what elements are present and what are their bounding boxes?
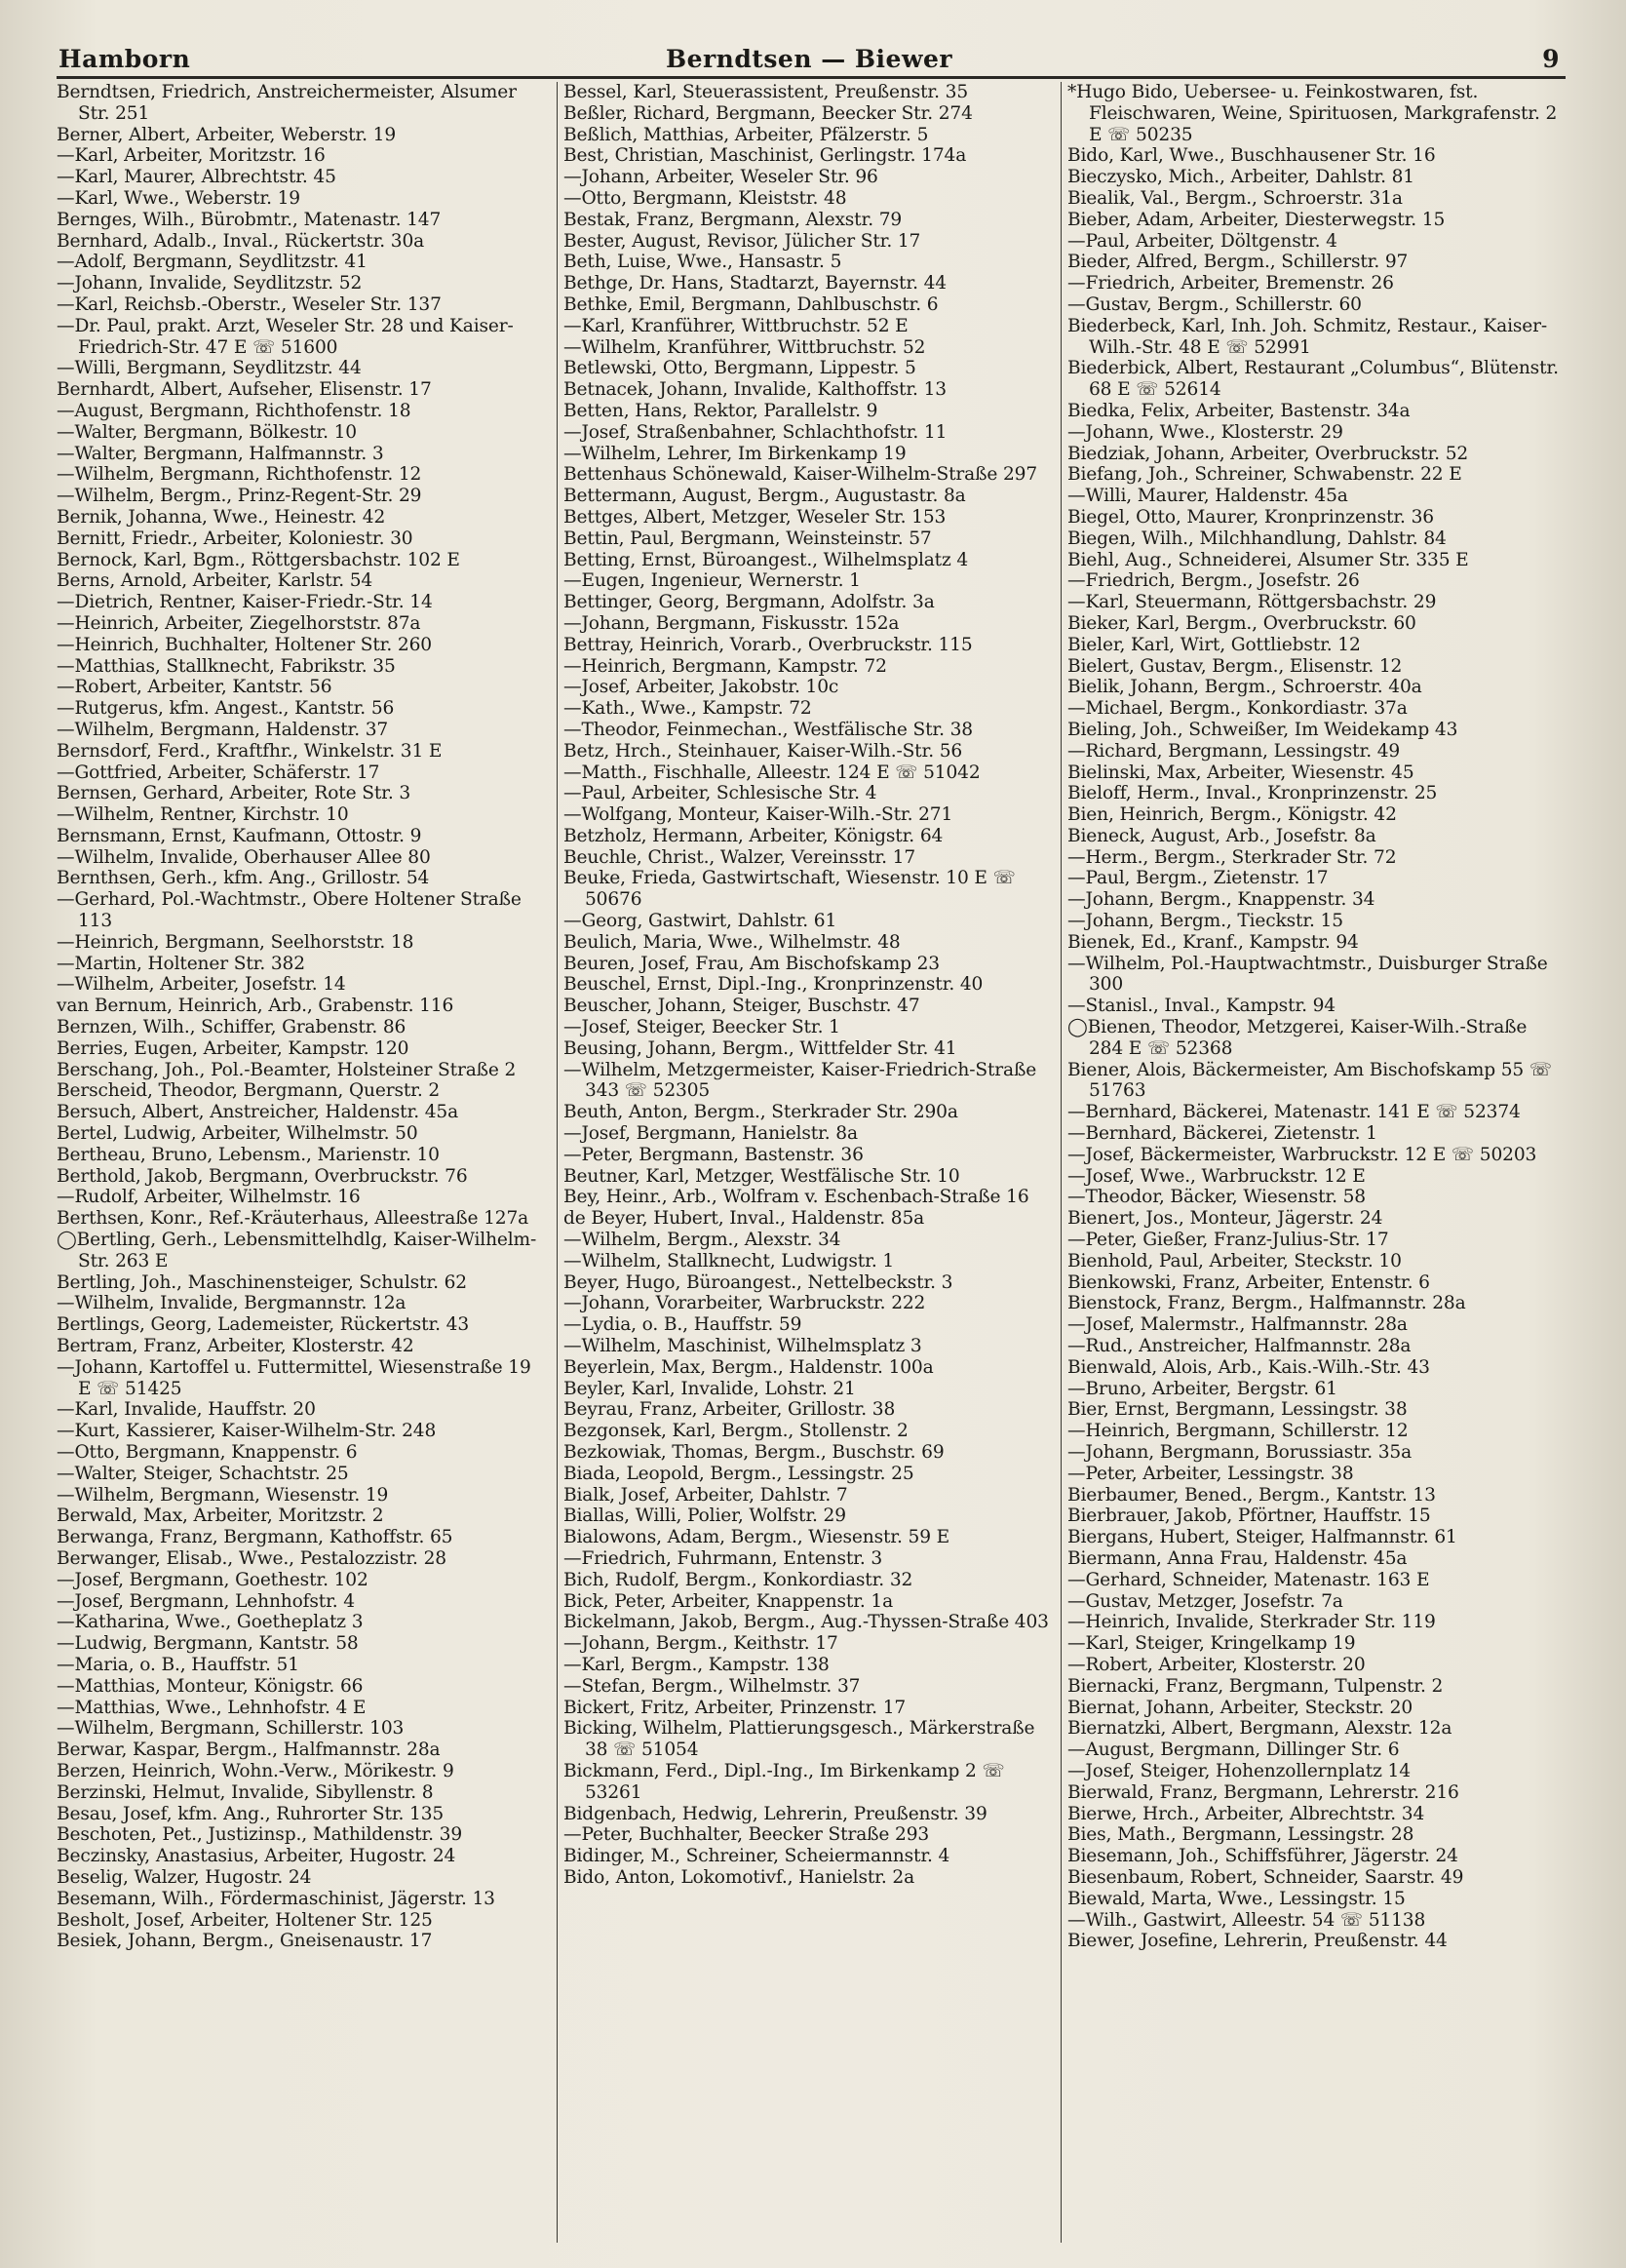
directory-entry: —Karl, Bergm., Kampstr. 138 [563, 1654, 830, 1675]
directory-entry: —Peter, Gießer, Franz-Julius-Str. 17 [1067, 1230, 1389, 1251]
column-3 [1067, 82, 1567, 2247]
directory-entry: Beyrau, Franz, Arbeiter, Grillostr. 38 [563, 1399, 896, 1421]
directory-entry: Bialowons, Adam, Bergm., Wiesenstr. 59 E [563, 1527, 950, 1548]
directory-entry: —Dr. Paul, prakt. Arzt, Weseler Str. 28 und Kaiser-Friedrich-Str. 47 E ☏ 51600 [57, 315, 514, 358]
directory-entry: —Wilhelm, Bergmann, Richthofenstr. 12 [57, 464, 422, 486]
directory-entry: Bido, Anton, Lokomotivf., Hanielstr. 2a [563, 1866, 915, 1888]
directory-entry: Bies, Math., Bergmann, Lessingstr. 28 [1067, 1824, 1414, 1846]
directory-entry: Bier, Ernst, Bergmann, Lessingstr. 38 [1067, 1399, 1408, 1421]
directory-entry: Besholt, Josef, Arbeiter, Holtener Str. 125 [57, 1909, 433, 1931]
directory-entry: —Willi, Maurer, Haldenstr. 45a [1067, 486, 1348, 507]
directory-entry: —Wilhelm, Bergmann, Schillerstr. 103 [57, 1718, 405, 1740]
directory-entry: Biefang, Joh., Schreiner, Schwabenstr. 22 E [1067, 464, 1462, 486]
directory-entry: Beusing, Johann, Bergm., Wittfelder Str. 41 [563, 1037, 957, 1059]
directory-entry: Bettinger, Georg, Bergmann, Adolfstr. 3a [563, 592, 935, 613]
directory-entry: —Adolf, Bergmann, Seydlitzstr. 41 [57, 252, 368, 273]
directory-entry: Bieloff, Herm., Inval., Kronprinzenstr. 25 [1067, 783, 1438, 804]
directory-entry: —Rudolf, Arbeiter, Wilhelmstr. 16 [57, 1187, 361, 1208]
directory-entry: —Stanisl., Inval., Kampstr. 94 [1067, 996, 1336, 1017]
directory-entry: Betlewski, Otto, Bergmann, Lippestr. 5 [563, 358, 916, 379]
directory-entry: Bielinski, Max, Arbeiter, Wiesenstr. 45 [1067, 762, 1414, 783]
directory-entry: Beuschel, Ernst, Dipl.-Ing., Kronprinzenstr. 40 [563, 974, 984, 996]
directory-entry: Bienstock, Franz, Bergm., Halfmannstr. 28a [1067, 1293, 1466, 1314]
directory-entry: Bieling, Joh., Schweißer, Im Weidekamp 43 [1067, 719, 1458, 740]
header-city: Hamborn [58, 45, 191, 73]
directory-entry: —Friedrich, Fuhrmann, Entenstr. 3 [563, 1547, 883, 1569]
directory-entry: Besemann, Wilh., Fördermaschinist, Jägerstr. 13 [57, 1888, 495, 1909]
directory-entry: Biermann, Anna Frau, Haldenstr. 45a [1067, 1547, 1408, 1569]
directory-entry: —Wilhelm, Invalide, Bergmannstr. 12a [57, 1293, 406, 1314]
directory-entry: Bettermann, August, Bergm., Augustastr. 8a [563, 486, 966, 507]
directory-entry: Biernat, Johann, Arbeiter, Steckstr. 20 [1067, 1697, 1413, 1718]
column-1 [57, 82, 548, 2247]
directory-entry: Bieczysko, Mich., Arbeiter, Dahlstr. 81 [1067, 167, 1414, 188]
directory-entry: —Bernhard, Bäckerei, Zietenstr. 1 [1067, 1123, 1377, 1145]
directory-entry: Berzen, Heinrich, Wohn.-Verw., Mörikestr. 9 [57, 1760, 454, 1781]
header-range: Berndtsen — Biewer [665, 45, 953, 73]
directory-entry: Biewald, Marta, Wwe., Lessingstr. 15 [1067, 1888, 1406, 1909]
directory-entry: —Wilhelm, Bergm., Alexstr. 34 [563, 1230, 841, 1251]
directory-entry: —Otto, Bergmann, Kleiststr. 48 [563, 187, 847, 209]
directory-entry: —Paul, Arbeiter, Döltgenstr. 4 [1067, 230, 1337, 252]
directory-entry: —August, Bergmann, Dillinger Str. 6 [1067, 1740, 1400, 1761]
directory-entry: —Kath., Wwe., Kampstr. 72 [563, 698, 812, 720]
directory-entry: Bernthsen, Gerh., kfm. Ang., Grillostr. 54 [57, 868, 430, 889]
directory-entry: Bidgenbach, Hedwig, Lehrerin, Preußenstr. 39 [563, 1803, 987, 1824]
directory-entry: Beuscher, Johann, Steiger, Buschstr. 47 [563, 996, 920, 1017]
header-rule [57, 76, 1566, 79]
page-number: 9 [1542, 45, 1560, 73]
directory-entry: Bickert, Fritz, Arbeiter, Prinzenstr. 17 [563, 1697, 907, 1718]
directory-entry: Biedka, Felix, Arbeiter, Bastenstr. 34a [1067, 400, 1411, 421]
directory-entry: Bernock, Karl, Bgm., Röttgersbachstr. 102 E [57, 549, 460, 570]
directory-entry: Betten, Hans, Rektor, Parallelstr. 9 [563, 400, 878, 421]
directory-entry: —Wilhelm, Bergmann, Haldenstr. 37 [57, 719, 389, 740]
directory-entry: —Matthias, Stallknecht, Fabrikstr. 35 [57, 655, 396, 677]
directory-entry: —Gottfried, Arbeiter, Schäferstr. 17 [57, 762, 380, 783]
directory-entry: Berner, Albert, Arbeiter, Weberstr. 19 [57, 124, 397, 145]
directory-entry: —Josef, Steiger, Hohenzollernplatz 14 [1067, 1760, 1411, 1781]
directory-entry: Beselig, Walzer, Hugostr. 24 [57, 1866, 312, 1888]
directory-entry: Beuth, Anton, Bergm., Sterkrader Str. 290a [563, 1102, 958, 1123]
directory-entry: —Paul, Arbeiter, Schlesische Str. 4 [563, 783, 877, 804]
directory-entry: —Stefan, Bergm., Wilhelmstr. 37 [563, 1675, 861, 1697]
directory-entry: Bielert, Gustav, Bergm., Elisenstr. 12 [1067, 655, 1403, 677]
directory-entry: —Gerhard, Pol.-Wachtmstr., Obere Holtener Straße 113 [57, 889, 522, 932]
directory-entry: Bernik, Johanna, Wwe., Heinestr. 42 [57, 506, 386, 528]
directory-entry: —Wilhelm, Metzgermeister, Kaiser-Friedrich-Straße 343 ☏ 52305 [563, 1059, 1037, 1102]
directory-entry: —Walter, Steiger, Schachtstr. 25 [57, 1463, 349, 1484]
directory-entry: Bienek, Ed., Kranf., Kampstr. 94 [1067, 931, 1359, 953]
directory-entry: Berthsen, Konr., Ref.-Kräuterhaus, Alleestraße 127a [57, 1208, 529, 1230]
column-divider [557, 82, 558, 2243]
directory-entry: —Heinrich, Arbeiter, Ziegelhorststr. 87a [57, 612, 421, 634]
directory-entry: Bertel, Ludwig, Arbeiter, Wilhelmstr. 50 [57, 1123, 418, 1145]
directory-entry: —Heinrich, Invalide, Sterkrader Str. 119 [1067, 1612, 1436, 1633]
directory-entry: Berns, Arnold, Arbeiter, Karlstr. 54 [57, 570, 373, 592]
directory-entry: Biederbick, Albert, Restaurant „Columbus“, Blütenstr. 68 E ☏ 52614 [1067, 358, 1559, 401]
directory-entry: Bicking, Wilhelm, Plattierungsgesch., Märkerstraße 38 ☏ 51054 [563, 1718, 1035, 1761]
directory-entry: Bieder, Alfred, Bergm., Schillerstr. 97 [1067, 252, 1409, 273]
directory-entry: —Josef, Straßenbahner, Schlachthofstr. 11 [563, 421, 948, 443]
directory-entry: —Robert, Arbeiter, Klosterstr. 20 [1067, 1654, 1366, 1675]
directory-entry: Bieneck, August, Arb., Josefstr. 8a [1067, 825, 1376, 846]
directory-entry: —Wilhelm, Stallknecht, Ludwigstr. 1 [563, 1250, 895, 1271]
directory-entry: Biernacki, Franz, Bergmann, Tulpenstr. 2 [1067, 1675, 1444, 1697]
directory-entry: —Wilhelm, Bergm., Prinz-Regent-Str. 29 [57, 486, 422, 507]
directory-entry: Bester, August, Revisor, Jülicher Str. 17 [563, 230, 921, 252]
directory-entry: —Karl, Kranführer, Wittbruchstr. 52 E [563, 315, 909, 336]
directory-entry: —Wilhelm, Maschinist, Wilhelmsplatz 3 [563, 1336, 922, 1357]
directory-entry: Bialk, Josef, Arbeiter, Dahlstr. 7 [563, 1484, 848, 1505]
directory-entry: Bersuch, Albert, Anstreicher, Haldenstr. 45a [57, 1102, 459, 1123]
directory-entry: —Heinrich, Bergmann, Kampstr. 72 [563, 655, 887, 677]
directory-entry: Beulich, Maria, Wwe., Wilhelmstr. 48 [563, 931, 901, 953]
directory-entry: Berndtsen, Friedrich, Anstreichermeister, Alsumer Str. 251 [57, 82, 517, 124]
column-2 [563, 82, 1055, 2247]
directory-entry: Beuke, Frieda, Gastwirtschaft, Wiesenstr. 10 E ☏ 50676 [563, 868, 1016, 911]
directory-entry: Beuren, Josef, Frau, Am Bischofskamp 23 [563, 953, 940, 974]
directory-entry: Bidinger, M., Schreiner, Scheiermannstr. 4 [563, 1846, 950, 1867]
directory-entry: Bernsdorf, Ferd., Kraftfhr., Winkelstr. 31 E [57, 740, 443, 762]
directory-entry: Bernges, Wilh., Bürobmtr., Matenastr. 147 [57, 209, 442, 230]
directory-entry: Bielik, Johann, Bergm., Schroerstr. 40a [1067, 677, 1422, 698]
directory-entry: —Karl, Reichsb.-Oberstr., Weseler Str. 137 [57, 293, 442, 315]
directory-entry: Berwanger, Elisab., Wwe., Pestalozzistr. 28 [57, 1547, 446, 1569]
directory-entry: —Theodor, Feinmechan., Westfälische Str. 38 [563, 719, 973, 740]
directory-entry: Betting, Ernst, Büroangest., Wilhelmsplatz 4 [563, 549, 969, 570]
directory-entry: —Karl, Steiger, Kringelkamp 19 [1067, 1633, 1356, 1655]
directory-entry: —Josef, Bergmann, Goethestr. 102 [57, 1569, 368, 1590]
directory-entry: Biealik, Val., Bergm., Schroerstr. 31a [1067, 187, 1403, 209]
directory-entry: —Herm., Bergm., Sterkrader Str. 72 [1067, 846, 1397, 868]
directory-entry: —Wilhelm, Rentner, Kirchstr. 10 [57, 804, 349, 826]
directory-entry: Biegel, Otto, Maurer, Kronprinzenstr. 36 [1067, 506, 1434, 528]
directory-entry: Bernsmann, Ernst, Kaufmann, Ottostr. 9 [57, 825, 422, 846]
directory-entry: Biesemann, Joh., Schiffsführer, Jägerstr. 24 [1067, 1846, 1458, 1867]
directory-entry: Bernsen, Gerhard, Arbeiter, Rote Str. 3 [57, 783, 411, 804]
directory-entry: —Peter, Arbeiter, Lessingstr. 38 [1067, 1463, 1354, 1484]
directory-entry: —Johann, Bergm., Keithstr. 17 [563, 1633, 838, 1655]
directory-entry: —Gustav, Bergm., Schillerstr. 60 [1067, 293, 1362, 315]
directory-entry: Biehl, Aug., Schneiderei, Alsumer Str. 335 E [1067, 549, 1469, 570]
directory-entry: Biada, Leopold, Bergm., Lessingstr. 25 [563, 1463, 914, 1484]
directory-entry: Biernatzki, Albert, Bergmann, Alexstr. 12a [1067, 1718, 1452, 1740]
directory-entry: Bieker, Karl, Bergm., Overbruckstr. 60 [1067, 612, 1416, 634]
directory-entry: Bernitt, Friedr., Arbeiter, Koloniestr. 30 [57, 528, 413, 549]
directory-entry: —Lydia, o. B., Hauffstr. 59 [563, 1314, 802, 1336]
directory-entry: —Dietrich, Rentner, Kaiser-Friedr.-Str. 14 [57, 592, 433, 613]
directory-entry: Biedziak, Johann, Arbeiter, Overbruckstr. 52 [1067, 443, 1469, 464]
directory-entry: ◯Bienen, Theodor, Metzgerei, Kaiser-Wilh.-Straße 284 E ☏ 52368 [1067, 1017, 1528, 1059]
directory-entry: —Bernhard, Bäckerei, Matenastr. 141 E ☏ 52374 [1067, 1102, 1521, 1123]
directory-entry: Bickelmann, Jakob, Bergm., Aug.-Thyssen-Straße 403 [563, 1612, 1049, 1633]
directory-entry: Besau, Josef, kfm. Ang., Ruhrorter Str. 135 [57, 1803, 445, 1824]
directory-entry: *Hugo Bido, Uebersee- u. Feinkostwaren, fst. Fleischwaren, Weine, Spirituosen, Markgrafenstr. 2 E ☏ 50235 [1067, 82, 1558, 145]
directory-entry: Bettenhaus Schönewald, Kaiser-Wilhelm-Straße 297 [563, 464, 1037, 486]
directory-entry: —Peter, Bergmann, Bastenstr. 36 [563, 1144, 864, 1165]
directory-entry: Biener, Alois, Bäckermeister, Am Bischofskamp 55 ☏ 51763 [1067, 1059, 1552, 1102]
directory-entry: —Johann, Bergmann, Borussiastr. 35a [1067, 1442, 1413, 1463]
directory-entry: ◯Bertling, Gerh., Lebensmittelhdlg, Kaiser-Wilhelm-Str. 263 E [57, 1230, 537, 1271]
directory-entry: Bienkowski, Franz, Arbeiter, Entenstr. 6 [1067, 1271, 1430, 1293]
directory-entry: Beuchle, Christ., Walzer, Vereinsstr. 17 [563, 846, 915, 868]
directory-entry: Bessel, Karl, Steuerassistent, Preußenstr. 35 [563, 82, 969, 102]
directory-entry: Beczinsky, Anastasius, Arbeiter, Hugostr. 24 [57, 1846, 456, 1867]
directory-entry: —Karl, Arbeiter, Moritzstr. 16 [57, 145, 326, 167]
directory-entry: Bich, Rudolf, Bergm., Konkordiastr. 32 [563, 1569, 913, 1590]
directory-entry: Bienert, Jos., Monteur, Jägerstr. 24 [1067, 1208, 1383, 1230]
directory-entry: Bertling, Joh., Maschinensteiger, Schulstr. 62 [57, 1271, 467, 1293]
directory-entry: Biesenbaum, Robert, Schneider, Saarstr. 49 [1067, 1866, 1464, 1888]
directory-entry: Bezkowiak, Thomas, Bergm., Buschstr. 69 [563, 1442, 945, 1463]
directory-entry: Berwar, Kaspar, Bergm., Halfmannstr. 28a [57, 1740, 441, 1761]
directory-entry: Beyler, Karl, Invalide, Lohstr. 21 [563, 1378, 856, 1399]
directory-entry: Bienwald, Alois, Arb., Kais.-Wilh.-Str. 43 [1067, 1356, 1430, 1378]
directory-entry: —August, Bergmann, Richthofenstr. 18 [57, 400, 411, 421]
directory-entry: —Josef, Steiger, Beecker Str. 1 [563, 1017, 840, 1038]
directory-entry: Bey, Heinr., Arb., Wolfram v. Eschenbach-Straße 16 [563, 1187, 1029, 1208]
directory-entry: —Theodor, Bäcker, Wiesenstr. 58 [1067, 1187, 1366, 1208]
directory-entry: de Beyer, Hubert, Inval., Haldenstr. 85a [563, 1208, 925, 1230]
directory-entry: Beschoten, Pet., Justizinsp., Mathildenstr. 39 [57, 1824, 463, 1846]
directory-entry: —Wilhelm, Bergmann, Wiesenstr. 19 [57, 1484, 389, 1505]
directory-entry: Beyer, Hugo, Büroangest., Nettelbeckstr. 3 [563, 1271, 953, 1293]
directory-entry: —Johann, Kartoffel u. Futtermittel, Wiesenstraße 19 E ☏ 51425 [57, 1356, 531, 1399]
directory-entry: —Robert, Arbeiter, Kantstr. 56 [57, 677, 332, 698]
directory-entry: Beßlich, Matthias, Arbeiter, Pfälzerstr. 5 [563, 124, 929, 145]
column-divider [1061, 82, 1062, 2243]
directory-entry: Biergans, Hubert, Steiger, Halfmannstr. 61 [1067, 1527, 1457, 1548]
directory-entry: —Josef, Wwe., Warbruckstr. 12 E [1067, 1165, 1366, 1187]
directory-entry: Berwanga, Franz, Bergmann, Kathoffstr. 65 [57, 1527, 453, 1548]
directory-entry: —Wilhelm, Arbeiter, Josefstr. 14 [57, 974, 346, 996]
directory-entry: Bertheau, Bruno, Lebensm., Marienstr. 10 [57, 1144, 440, 1165]
directory-entry: —Heinrich, Bergmann, Seelhorststr. 18 [57, 931, 414, 953]
directory-entry: Beyerlein, Max, Bergm., Haldenstr. 100a [563, 1356, 934, 1378]
directory-entry: Betzholz, Hermann, Arbeiter, Königstr. 64 [563, 825, 944, 846]
directory-entry: —Rutgerus, kfm. Angest., Kantstr. 56 [57, 698, 395, 720]
directory-entry: —Katharina, Wwe., Goetheplatz 3 [57, 1612, 364, 1633]
directory-entry: —Johann, Vorarbeiter, Warbruckstr. 222 [563, 1293, 926, 1314]
directory-entry: —Josef, Bergmann, Lehnhofstr. 4 [57, 1590, 355, 1612]
directory-entry: Besiek, Johann, Bergm., Gneisenaustr. 17 [57, 1931, 433, 1952]
directory-entry: —Karl, Wwe., Weberstr. 19 [57, 187, 300, 209]
directory-entry: Bierwald, Franz, Bergmann, Lehrerstr. 216 [1067, 1781, 1459, 1803]
directory-entry: Bernzen, Wilh., Schiffer, Grabenstr. 86 [57, 1017, 406, 1038]
directory-entry: Bienhold, Paul, Arbeiter, Steckstr. 10 [1067, 1250, 1402, 1271]
directory-entry: Berthold, Jakob, Bergmann, Overbruckstr. 76 [57, 1165, 468, 1187]
directory-entry: —Gerhard, Schneider, Matenastr. 163 E [1067, 1569, 1430, 1590]
directory-entry: Biederbeck, Karl, Inh. Joh. Schmitz, Restaur., Kaiser-Wilh.-Str. 48 E ☏ 52991 [1067, 315, 1547, 358]
directory-entry: Bertlings, Georg, Lademeister, Rückertstr. 43 [57, 1314, 470, 1336]
directory-entry: Betnacek, Johann, Invalide, Kalthoffstr. 13 [563, 379, 947, 401]
directory-entry: —Willi, Bergmann, Seydlitzstr. 44 [57, 358, 362, 379]
directory-entry: Bierbrauer, Jakob, Pförtner, Hauffstr. 15 [1067, 1505, 1431, 1527]
directory-entry: —Bruno, Arbeiter, Bergstr. 61 [1067, 1378, 1337, 1399]
directory-entry: Bido, Karl, Wwe., Buschhausener Str. 16 [1067, 145, 1436, 167]
directory-entry: —Wilh., Gastwirt, Alleestr. 54 ☏ 51138 [1067, 1909, 1426, 1931]
directory-entry: —Richard, Bergmann, Lessingstr. 49 [1067, 740, 1401, 762]
directory-entry: —Heinrich, Buchhalter, Holtener Str. 260 [57, 634, 432, 655]
directory-entry: Best, Christian, Maschinist, Gerlingstr. 174a [563, 145, 967, 167]
directory-entry: —Wilhelm, Pol.-Hauptwachtmstr., Duisburger Straße 300 [1067, 953, 1548, 996]
directory-entry: Bickmann, Ferd., Dipl.-Ing., Im Birkenkamp 2 ☏ 53261 [563, 1760, 1005, 1803]
directory-entry: Berries, Eugen, Arbeiter, Kampstr. 120 [57, 1037, 409, 1059]
directory-entry: —Paul, Bergm., Zietenstr. 17 [1067, 868, 1329, 889]
directory-entry: Berscheid, Theodor, Bergmann, Querstr. 2 [57, 1080, 441, 1102]
directory-entry: —Karl, Steuermann, Röttgersbachstr. 29 [1067, 592, 1437, 613]
directory-entry: —Johann, Bergm., Knappenstr. 34 [1067, 889, 1375, 911]
directory-entry: Biegen, Wilh., Milchhandlung, Dahlstr. 84 [1067, 528, 1447, 549]
directory-entry: —Josef, Bergmann, Hanielstr. 8a [563, 1123, 858, 1145]
directory-entry: Beutner, Karl, Metzger, Westfälische Str. 10 [563, 1165, 960, 1187]
directory-entry: —Johann, Arbeiter, Weseler Str. 96 [563, 167, 878, 188]
directory-entry: —Friedrich, Bergm., Josefstr. 26 [1067, 570, 1360, 592]
directory-entry: —Wilhelm, Invalide, Oberhauser Allee 80 [57, 846, 431, 868]
directory-entry: Bernhard, Adalb., Inval., Rückertstr. 30a [57, 230, 425, 252]
directory-entry: —Johann, Wwe., Klosterstr. 29 [1067, 421, 1343, 443]
directory-entry: Bierwe, Hrch., Arbeiter, Albrechtstr. 34 [1067, 1803, 1425, 1824]
directory-entry: Bettin, Paul, Bergmann, Weinsteinstr. 57 [563, 528, 932, 549]
directory-entry: —Matthias, Monteur, Königstr. 66 [57, 1675, 364, 1697]
directory-entry: Bieber, Adam, Arbeiter, Diesterwegstr. 15 [1067, 209, 1446, 230]
directory-entry: —Wilhelm, Lehrer, Im Birkenkamp 19 [563, 443, 907, 464]
directory-entry: —Wilhelm, Kranführer, Wittbruchstr. 52 [563, 336, 926, 358]
directory-entry: Bethge, Dr. Hans, Stadtarzt, Bayernstr. 44 [563, 273, 947, 294]
directory-entry: van Bernum, Heinrich, Arb., Grabenstr. 116 [57, 996, 454, 1017]
directory-entry: Bien, Heinrich, Bergm., Königstr. 42 [1067, 804, 1397, 826]
directory-entry: —Johann, Bergm., Tieckstr. 15 [1067, 911, 1343, 932]
directory-entry: —Otto, Bergmann, Knappenstr. 6 [57, 1442, 358, 1463]
directory-entry: Beth, Luise, Wwe., Hansastr. 5 [563, 252, 842, 273]
directory-entry: Bick, Peter, Arbeiter, Knappenstr. 1a [563, 1590, 894, 1612]
directory-entry: —Eugen, Ingenieur, Wernerstr. 1 [563, 570, 861, 592]
directory-entry: —Maria, o. B., Hauffstr. 51 [57, 1654, 299, 1675]
directory-entry: Bieler, Karl, Wirt, Gottliebstr. 12 [1067, 634, 1361, 655]
directory-entry: Bethke, Emil, Bergmann, Dahlbuschstr. 6 [563, 293, 939, 315]
page-header [58, 41, 1560, 80]
directory-entry: Biallas, Willi, Polier, Wolfstr. 29 [563, 1505, 846, 1527]
directory-entry: Biewer, Josefine, Lehrerin, Preußenstr. 44 [1067, 1931, 1448, 1952]
directory-entry: —Rud., Anstreicher, Halfmannstr. 28a [1067, 1336, 1412, 1357]
directory-entry: —Michael, Bergm., Konkordiastr. 37a [1067, 698, 1408, 720]
directory-entry: —Matth., Fischhalle, Alleestr. 124 E ☏ 51042 [563, 762, 981, 783]
directory-entry: —Heinrich, Bergmann, Schillerstr. 12 [1067, 1421, 1409, 1442]
directory-entry: —Josef, Malermstr., Halfmannstr. 28a [1067, 1314, 1408, 1336]
directory-entry: Bestak, Franz, Bergmann, Alexstr. 79 [563, 209, 903, 230]
directory-entry: Bierbaumer, Bened., Bergm., Kantstr. 13 [1067, 1484, 1436, 1505]
directory-entry: Berschang, Joh., Pol.-Beamter, Holsteiner Straße 2 [57, 1059, 517, 1080]
directory-entry: Betz, Hrch., Steinhauer, Kaiser-Wilh.-Str. 56 [563, 740, 963, 762]
directory-entry: —Karl, Invalide, Hauffstr. 20 [57, 1399, 316, 1421]
directory-entry: —Friedrich, Arbeiter, Bremenstr. 26 [1067, 273, 1394, 294]
directory-entry: Bezgonsek, Karl, Bergm., Stollenstr. 2 [563, 1421, 909, 1442]
directory-entry: —Martin, Holtener Str. 382 [57, 953, 305, 974]
directory-entry: —Walter, Bergmann, Bölkestr. 10 [57, 421, 357, 443]
directory-entry: —Walter, Bergmann, Halfmannstr. 3 [57, 443, 384, 464]
directory-entry: —Wolfgang, Monteur, Kaiser-Wilh.-Str. 271 [563, 804, 953, 826]
directory-entry: —Matthias, Wwe., Lehnhofstr. 4 E [57, 1697, 367, 1718]
directory-entry: —Georg, Gastwirt, Dahlstr. 61 [563, 911, 837, 932]
directory-entry: Beßler, Richard, Bergmann, Beecker Str. 274 [563, 102, 973, 124]
directory-entry: Bettges, Albert, Metzger, Weseler Str. 153 [563, 506, 947, 528]
directory-entry: Bernhardt, Albert, Aufseher, Elisenstr. 17 [57, 379, 432, 401]
directory-entry: —Karl, Maurer, Albrechtstr. 45 [57, 167, 336, 188]
directory-entry: —Josef, Arbeiter, Jakobstr. 10c [563, 677, 839, 698]
directory-entry: Berzinski, Helmut, Invalide, Sibyllenstr. 8 [57, 1781, 434, 1803]
directory-entry: Bertram, Franz, Arbeiter, Klosterstr. 42 [57, 1336, 414, 1357]
directory-entry: —Kurt, Kassierer, Kaiser-Wilhelm-Str. 248 [57, 1421, 437, 1442]
directory-entry: —Ludwig, Bergmann, Kantstr. 58 [57, 1633, 359, 1655]
directory-entry: —Johann, Bergmann, Fiskusstr. 152a [563, 612, 900, 634]
directory-entry: —Peter, Buchhalter, Beecker Straße 293 [563, 1824, 930, 1846]
directory-entry: —Josef, Bäckermeister, Warbruckstr. 12 E ☏ 50203 [1067, 1144, 1537, 1165]
directory-entry: Berwald, Max, Arbeiter, Moritzstr. 2 [57, 1505, 384, 1527]
directory-entry: —Gustav, Metzger, Josefstr. 7a [1067, 1590, 1343, 1612]
directory-entry: —Johann, Invalide, Seydlitzstr. 52 [57, 273, 363, 294]
directory-entry: Bettray, Heinrich, Vorarb., Overbruckstr. 115 [563, 634, 973, 655]
